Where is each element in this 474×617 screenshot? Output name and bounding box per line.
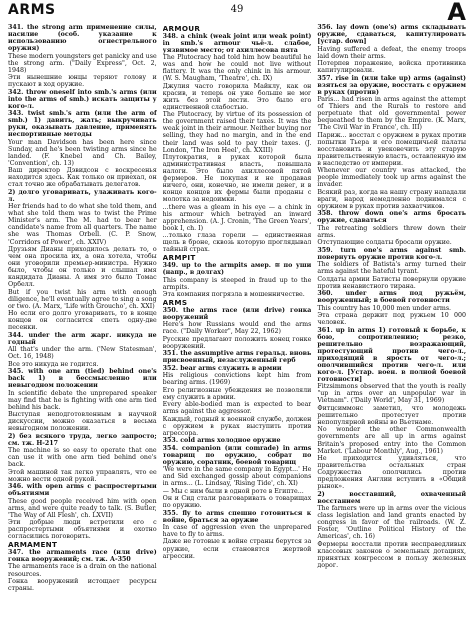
section-letter: A (447, 0, 466, 26)
example-text: This country has 10,000 men under arms. (317, 304, 452, 312)
dictionary-entry: 361. up in arms 1) готовый к борьбе, к бою, сопротивлению; резко, решительно возражающий, протестующий против чего-л., приходящий в ярость от чего-л.; ополчившийся против чего-л. или кого-л. [Устар. воен. в полной боевой готовности] (317, 326, 467, 383)
example-text: Эти добрые люди встретили его с распростертыми объятиями и охотно согласились поговорить. (8, 519, 157, 541)
example-text: — Мы с ним были в одной роте в Египте... (162, 487, 304, 495)
example-text: Having suffered a defeat, the enemy troops laid down their arms. (317, 45, 467, 60)
example-text: ...только глаза горели — единственная щель в броне, сквозь которую проглядывал тайный страх. (162, 232, 312, 254)
example-text: Fitzsimmons observed that the youth is really "up in arms over an unpopular war in Vietnam". ('Daily World', May 31, 1969) (317, 383, 467, 405)
example-text: Русские предлагают положить конец гонке вооружений. (162, 335, 312, 350)
section-heading: ARMPIT (162, 253, 196, 263)
dictionary-entry: 350. the arms race (или drive) гонка вооружений (162, 306, 312, 321)
example-text: Он и Сид стали разговаривать о товарищах по оружию. (162, 495, 312, 510)
example-text: Your man Davidson has been here since Sunday, and he's been twisting arms since he landed. (F. Knebel and Ch. Bailey, 'Convention', ch. 13) (8, 138, 157, 167)
example-text: The Plutocracy had told him how beautiful he was and how he could not live without flattery. It was the only chink in his armour. (W. S. Maugham, 'Theatre', ch. IX) (162, 54, 312, 83)
example-text: Here's how Russians would end the arms race. ("Daily Worker", May 22, 1962) (162, 321, 312, 336)
example-text: This company is steeped in fraud up to the armpits. (162, 276, 312, 291)
example-text: His religious convictions kept him from bearing arms. (1969) (162, 372, 312, 387)
dictionary-entry: 356. lay down (one's) arms складывать оружие, сдаваться, капитулировать [устар. down] (317, 24, 467, 46)
section-heading: ARMOUR (162, 24, 201, 33)
example-text: The farmers were up in arms over the vicious class legislation and land grants enacted by congress in favor of the railroads. (W. Z. Foster, 'Outline Political History of the Americas', ch. 16) (317, 505, 467, 541)
example-text: Каждый, годный к военной службе, должен с оружием в руках выступить против агрессора. (162, 415, 312, 437)
example-text: Фермеры восстали против несправедливых классовых законов о земельных дотациях, принятых конгрессом в пользу железных дорог. (317, 540, 467, 569)
dictionary-entry: 349. up to the armpits амер. ≅ по уши (напр., в долгах) (162, 262, 312, 277)
example-text: In case of aggression even the unprepared have to fly to arms. (162, 524, 312, 539)
dictionary-entry: 351. the assumptive arms геральд. вновь присвоенный, незаслуженный герб (162, 350, 312, 365)
example-text: These good people received him with open arms, and were quite ready to talk. (S. Butler, 'The Way of All Flesh', ch. LXVII) (8, 497, 157, 519)
dictionary-entry: 357. rise in (или take up) arms (against) взяться за оружие, восстать с оружием в руках (против) (317, 74, 467, 96)
example-text: Paris... had risen in arms against the attempt of Thiers and the Rurals to restore and perpetuate that old governmental power bequeathed to them by the Empire. (K. Marx, 'The Civil War in France', ch. III) (317, 96, 467, 132)
example-text: Потерпев поражение, войска противника капитулировали. (317, 60, 467, 75)
dictionary-entry: 342. throw oneself into smb.'s arms (или into the arms of smb.) искать защиты у кого-л. (8, 88, 157, 110)
example-text: In scientific debate the unprepared speaker may find that he is fighting with one arm tied behind his back. (8, 389, 157, 411)
example-text: Выступая неподготовленным в научной дискуссии, можно оказаться в весьма невыгодном положении. (8, 411, 157, 433)
example-text: Но если его долго уговаривать, то в конце концов он согласится спеть одну-две песенки. (8, 310, 157, 332)
example-text: Отступающие солдаты бросали оружие. (317, 239, 452, 247)
dictionary-entry: 353. cold arms холодное оружие (162, 437, 281, 445)
example-text: ...there was a gleam in his eye — a chink in his armour which betrayed an inward apprehension. (A. J. Cronin, 'The Green Years', book I, ch. I) (162, 203, 312, 232)
example-text: Every able-bodied man is expected to bear arms against the aggressor. (162, 401, 312, 416)
dictionary-entry: 347. the armaments race (или drive) гонка вооружений; см. тж. А-350 (8, 549, 157, 564)
example-text: Плутократия, в руках которой была административная власть, повышала налоги. Это было ахиллесовой пятой фермеров. Не покупая и не продавая ничего, они, конечно, не имели денег, и в конце концов их фермы были проданы с молотка за недоимки. (162, 154, 312, 204)
dictionary-entry: 354. companion (или comrade) in arms товарищ по оружию, собрат по оружию, соратник, боевой товарищ (162, 444, 312, 466)
example-text: But if you twist his arm with enough diligence, he'll eventually agree to sing a song or two. (A. Marx, 'Life with Groucho', ch. XXI) (8, 288, 157, 310)
example-text: Все это никуда не годится. (8, 360, 99, 368)
column-right (317, 24, 466, 613)
example-text: All that's under the arm. ('New Statesman', Oct. 16, 1948) (8, 346, 157, 361)
example-text: Эта компания погрязла в мошенничестве. (162, 291, 305, 299)
example-text: No wonder the other Commonwealth governments are all up in arms against Britain's proposed entry into the Common Market. ('Labour Monthly', Aug., 1961) (317, 426, 467, 455)
dictionary-entry: 346. with open arms с распростертыми объятиями (8, 483, 157, 498)
example-text: The machine is so easy to operate that one can use it with one arm tied behind one's back. (8, 447, 157, 469)
dictionary-entry: 345. with one arm (tied) behind one's back 1) в бессмысленно или невыгодном положении (8, 368, 157, 390)
example-text: Фитцсиммонс заметил, что молодежь решительно протестует против непопулярной войны во Вьетнаме. (317, 404, 467, 426)
example-text: Джулия часто говорила Майклу, как он красив, и теперь он уже больше не мог жить без этой лести. Это было его единственной слабостью. (162, 82, 312, 111)
running-head-left: ARMS (8, 2, 56, 18)
example-text: Солдаты армии Батисты повернули оружие против ненавистного тирана. (317, 275, 467, 290)
dictionary-entry: 2) восставший, охваченный восстанием (317, 490, 467, 505)
example-text: 'We were in the same company in Egypt...' He and Sid exchanged gossip about companions in arms... (L. Lindsay, 'Rising Tide', ch. XI) (162, 466, 312, 488)
example-text: Всякий раз, когда на нашу страну нападали враги, народ немедленно поднимался с оружием в руках против захватчиков. (317, 188, 467, 210)
example-text: Эта страна держит под ружьем 10 000 человек. (317, 312, 467, 327)
example-text: The soldiers of Batista's army turned their arms against the hateful tyrant. (317, 261, 467, 276)
example-text: Друзьям Дианы приходилось делать то, о чем она просила их, а она хотела, чтобы они уговорили премьер-министра. Нужно было, чтобы он только и слышал имя кандидата Дианы. А имя это было Томас Орбелл. (8, 245, 157, 289)
example-text: Даже не готовые к войне страны берутся за оружие, если становятся жертвой агрессии. (162, 538, 312, 560)
column-middle (163, 24, 312, 613)
example-text: Его религиозные убеждения не позволяли ему служить в армии. (162, 386, 312, 401)
example-text: The Plutocracy, by virtue of its possession of the government raised their taxes. It was the weak joint in their armour. Neither buying nor selling, they had no margin, and in the end their land was sold to pay their taxes. (J. London, 'The Iron Heel', ch. XXIII) (162, 111, 312, 154)
example-text: These modern youngsters get panicky and use the strong arm. ("Daily Express", Oct. 2, 1948) (8, 52, 157, 74)
example-text: Her friends had to do what she told them, and what she told them was to twist the Prime Minister's arm. The M. had to bear her candidate's name from all quarters. The name she was Thomas Orbell. (C. P. Snow, 'Corridors of Power', ch. XXIV) (8, 203, 157, 246)
dictionary-entry: 355. fly to arms спешно готовиться к войне, браться за оружие (162, 509, 312, 524)
example-text: Whenever our country was attacked, the people immediately took up arms against the invader. (317, 167, 467, 189)
column-left (8, 24, 157, 613)
example-text: Париж... восстал с оружием в руках против попытки Тьера и его помещичьей палаты восстановить и увековечить эту старую правительственную власть, оставленную им в наследство от империи. (317, 131, 467, 167)
example-text: The armaments race is a drain on the national resources. (8, 563, 157, 578)
dictionary-entry: 352. bear arms служить в армии (162, 364, 282, 372)
example-text: The retreating soldiers threw down their arms. (317, 224, 467, 239)
example-text: Гонка вооружений истощает ресурсы страны. (8, 577, 157, 593)
page-number: 49 (230, 4, 244, 15)
section-heading: ARMS (162, 298, 188, 308)
dictionary-entry: 359. turn one's arms against smb. повернуть оружие против кого-л. (317, 246, 467, 261)
page-header (8, 2, 466, 24)
example-text: Не приходится удивляться, что правительства остальных стран Содружества ополчились против предложения Англии вступить в «Общий рынок». (317, 455, 467, 491)
dictionary-entry: 2) долго уговаривать, улаживать кого-л. (8, 188, 157, 203)
dictionary-entry: 348. a chink (weak joint или weak point) in smb.'s armour чьё-л. слабое, уязвимое место; от ахиллесова пята (162, 32, 312, 54)
dictionary-entry: 344. under the arm жарг. никуда не годный (8, 331, 157, 346)
dictionary-entry: 343. twist smb.'s arm (или the arm of smb.) 1) давить, жать; выкручивать руки, оказывать давление, применять неспортивные методы (8, 110, 157, 139)
dictionary-entry: 358. throw down one's arms бросать оружие, сдаваться (317, 210, 467, 225)
section-heading: ARMAMENT (8, 540, 58, 550)
example-text: Эти нынешние юнцы теряют голову и пускают в ход оружие. (8, 74, 157, 89)
dictionary-entry: 360. under arms под ружьём, вооруженный; в боевой готовности (317, 290, 467, 305)
dictionary-entry: 341. the strong arm применение силы, насилие (особ. указание к использованию огнестрельного оружия) (8, 24, 157, 53)
dictionary-entry: 2) без всякого труда, легко запросто; см. тж. Н-217 (8, 432, 157, 447)
example-text: Этой машиной так легко управлять, что ее можно вести одной рукой. (8, 468, 157, 483)
example-text: Ваш директор Дэвидсон с воскресенья находится здесь. Как только он приехал, он стал точно же обрабатывать делегатов. (8, 167, 157, 189)
dictionary-columns (8, 24, 466, 613)
